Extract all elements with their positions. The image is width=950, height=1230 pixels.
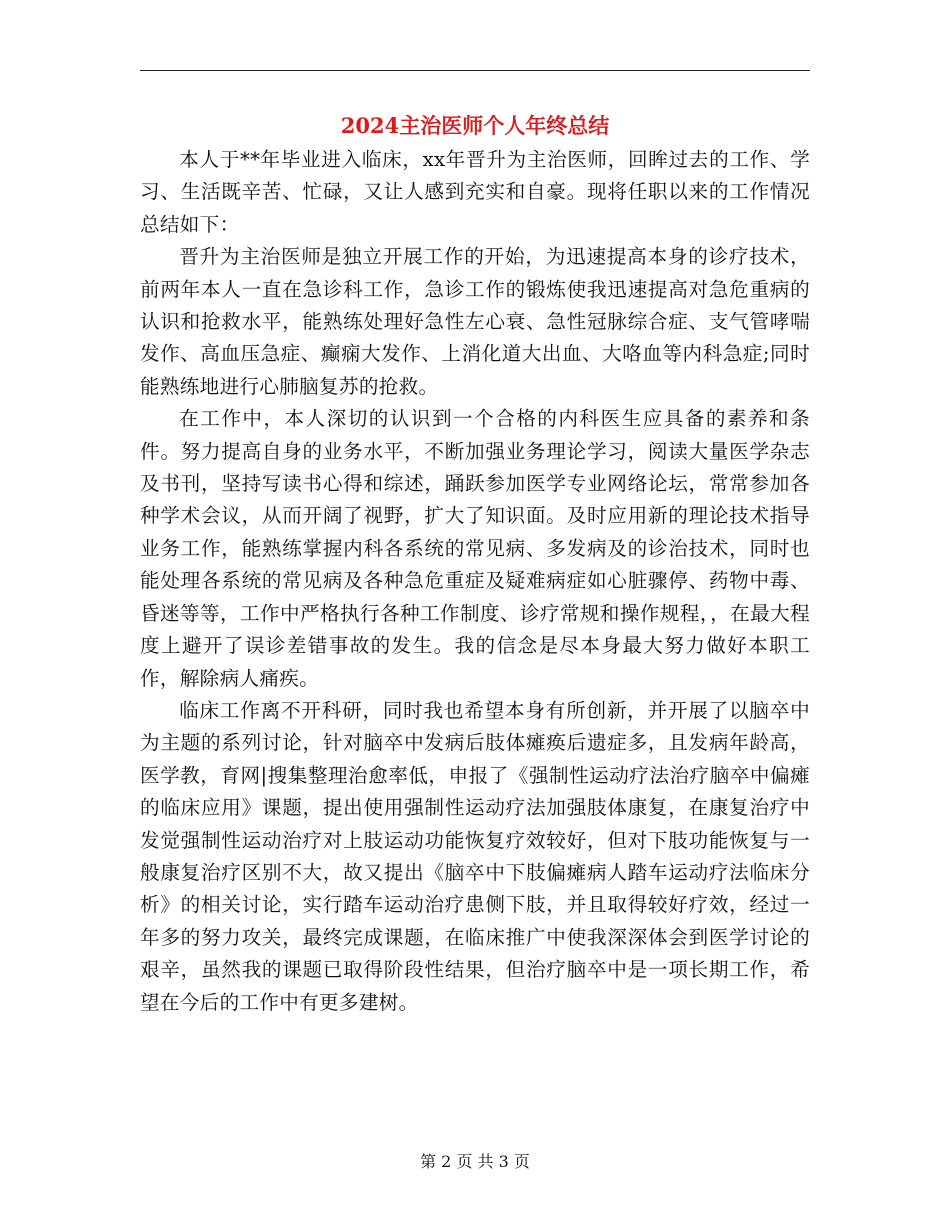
paragraph-research: 临床工作离不开科研，同时我也希望本身有所创新，并开展了以脑卒中为主题的系列讨论，针对脑卒中发病后肢体瘫痪后遗症多，且发病年龄高，医学教，育网|搜集整理治愈率低，申报了《强制性运动疗法治疗脑卒中偏瘫的临床应用》课题，提出使用强制性运动疗法加强肢体康复，在康复治疗中发觉强制性运动治疗对上肢运动功能恢复疗效较好，但对下肢功能恢复与一般康复治疗区别不大，故又提出《脑卒中下肢偏瘫病人踏车运动疗法临床分析》的相关讨论，实行踏车运动治疗患侧下肢，并且取得较好疗效，经过一年多的努力攻关，最终完成课题，在临床推广中使我深深体会到医学讨论的艰辛，虽然我的课题已取得阶段性结果，但治疗脑卒中是一项长期工作，希望在今后的工作中有更多建树。: [140, 698, 810, 1014]
document-body: [140, 144, 810, 1019]
header-rule: [140, 70, 810, 71]
page-number-footer: 第 2 页 共 3 页: [420, 1152, 530, 1171]
paragraph-intro: 本人于**年毕业进入临床，xx年晋升为主治医师，回眸过去的工作、学习、生活既辛苦、忙碌，又让人感到充实和自豪。现将任职以来的工作情况总结如下：: [140, 148, 810, 236]
paragraph-emergency-work: 晋升为主治医师是独立开展工作的开始，为迅速提高本身的诊疗技术，前两年本人一直在急诊科工作，急诊工作的锻炼使我迅速提高对急危重病的认识和抢救水平，能熟练处理好急性左心衰、急性冠脉综合症、支气管哮喘发作、高血压急症、癫痫大发作、上消化道大出血、大咯血等内科急症;同时能熟练地进行心肺脑复苏的抢救。: [140, 245, 810, 398]
document-title: 2024主治医师个人年终总结: [340, 113, 610, 138]
paragraph-professional-growth: 在工作中，本人深切的认识到一个合格的内科医生应具备的素养和条件。努力提高自身的业务水平，不断加强业务理论学习，阅读大量医学杂志及书刊，坚持写读书心得和综述，踊跃参加医学专业网络论坛，常常参加各种学术会议，从而开阔了视野，扩大了知识面。及时应用新的理论技术指导业务工作，能熟练掌握内科各系统的常见病、多发病及的诊治技术，同时也能处理各系统的常见病及各种急危重症及疑难病症如心脏骤停、药物中毒、昏迷等等，工作中严格执行各种工作制度、诊疗常规和操作规程，，在最大程度上避开了误诊差错事故的发生。我的信念是尽本身最大努力做好本职工作，解除病人痛疾。: [140, 407, 810, 690]
